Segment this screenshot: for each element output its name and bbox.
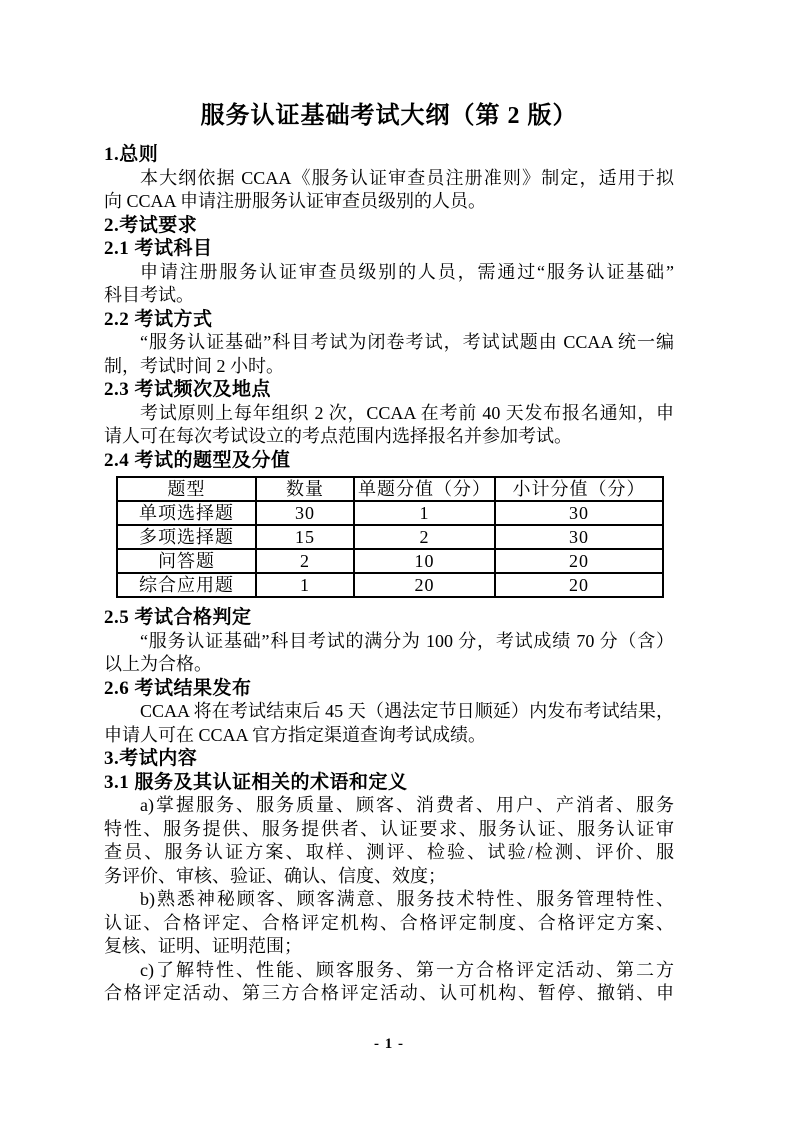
para-3-1-a-line-4: 务评价、审核、验证、确认、信度、效度； bbox=[104, 865, 446, 886]
heading-3: 3.考试内容 bbox=[104, 748, 198, 769]
para-2-3-line-2: 请人可在每次考试设立的考点范围内选择报名并参加考试。 bbox=[104, 426, 572, 446]
para-2-5-line-2: 以上为合格。 bbox=[104, 654, 212, 674]
heading-2-3: 2.3 考试频次及地点 bbox=[104, 379, 272, 400]
cell-type: 多项选择题 bbox=[117, 525, 256, 549]
para-3-1-b-line-2: 认证、合格评定、合格评定机构、合格评定制度、合格评定方案、 bbox=[104, 912, 674, 933]
para-2-3-line-1: 考试原则上每年组织 2 次，CCAA 在考前 40 天发布报名通知，申 bbox=[140, 402, 674, 423]
table-row bbox=[117, 501, 663, 525]
para-2-2-line-2: 制，考试时间 2 小时。 bbox=[104, 355, 284, 376]
para-2-1-line-1: 申请注册服务认证审查员级别的人员，需通过“服务认证基础” bbox=[140, 261, 674, 282]
heading-2-6: 2.6 考试结果发布 bbox=[104, 677, 252, 699]
para-3-1-b-line-1: b)熟悉神秘顾客、顾客满意、服务技术特性、服务管理特性、 bbox=[140, 889, 674, 909]
score-table bbox=[116, 476, 664, 598]
cell-quantity: 1 bbox=[256, 573, 354, 597]
score-table-header-row bbox=[117, 477, 663, 501]
para-2-6-line-1: CCAA 将在考试结束后 45 天（遇法定节日顺延）内发布考试结果， bbox=[140, 701, 674, 721]
heading-2-1: 2.1 考试科目 bbox=[104, 238, 213, 259]
col-header-quantity: 数量 bbox=[256, 477, 354, 501]
cell-points-each: 2 bbox=[354, 525, 495, 549]
cell-subtotal: 30 bbox=[495, 525, 663, 549]
para-2-2-line-1: “服务认证基础”科目考试为闭卷考试，考试试题由 CCAA 统一编 bbox=[140, 332, 674, 352]
col-header-subtotal: 小计分值（分） bbox=[495, 477, 663, 501]
heading-3-1: 3.1 服务及其认证相关的术语和定义 bbox=[104, 771, 408, 793]
cell-quantity: 2 bbox=[256, 549, 354, 573]
cell-subtotal: 20 bbox=[495, 549, 663, 573]
para-3-1-c-line-1: c)了解特性、性能、顾客服务、第一方合格评定活动、第二方 bbox=[140, 959, 674, 980]
para-3-1-a-line-2: 特性、服务提供、服务提供者、认证要求、服务认证、服务认证审 bbox=[104, 818, 674, 839]
para-1-line-1: 本大纲依据 CCAA《服务认证审查员注册准则》制定，适用于拟 bbox=[140, 167, 674, 188]
document-title: 服务认证基础考试大纲（第 2 版） bbox=[200, 103, 578, 129]
heading-2-2: 2.2 考试方式 bbox=[104, 308, 213, 330]
cell-subtotal: 30 bbox=[495, 501, 663, 525]
col-header-points-each: 单题分值（分） bbox=[354, 477, 495, 501]
table-row bbox=[117, 525, 663, 549]
document-content bbox=[104, 100, 674, 1006]
cell-type: 问答题 bbox=[117, 549, 256, 573]
heading-2-4: 2.4 考试的题型及分值 bbox=[104, 449, 291, 471]
cell-quantity: 15 bbox=[256, 525, 354, 549]
cell-type: 单项选择题 bbox=[117, 501, 256, 525]
heading-1: 1.总则 bbox=[104, 144, 159, 165]
col-header-question-type: 题型 bbox=[117, 477, 256, 501]
para-2-6-line-2: 申请人可在 CCAA 官方指定渠道查询考试成绩。 bbox=[104, 724, 487, 745]
cell-points-each: 1 bbox=[354, 501, 495, 525]
cell-points-each: 20 bbox=[354, 573, 495, 597]
para-3-1-a-line-3: 查员、服务认证方案、取样、测评、检验、试验/检测、评价、服 bbox=[104, 842, 674, 862]
para-3-1-b-line-3: 复核、证明、证明范围； bbox=[104, 936, 302, 956]
cell-type: 综合应用题 bbox=[117, 573, 256, 597]
table-row bbox=[117, 573, 663, 597]
para-1-line-2: 向 CCAA 申请注册服务认证审查员级别的人员。 bbox=[104, 191, 487, 211]
para-2-1-line-2: 科目考试。 bbox=[104, 285, 194, 305]
heading-2-5: 2.5 考试合格判定 bbox=[104, 607, 252, 628]
cell-points-each: 10 bbox=[354, 549, 495, 573]
page-number: - 1 - bbox=[374, 1036, 404, 1052]
cell-subtotal: 20 bbox=[495, 573, 663, 597]
table-row bbox=[117, 549, 663, 573]
heading-2: 2.考试要求 bbox=[104, 214, 198, 236]
para-3-1-a-line-1: a)掌握服务、服务质量、顾客、消费者、用户、产消者、服务 bbox=[140, 795, 674, 815]
cell-quantity: 30 bbox=[256, 501, 354, 525]
para-2-5-line-1: “服务认证基础”科目考试的满分为 100 分，考试成绩 70 分（含） bbox=[140, 630, 674, 651]
para-3-1-c-line-2: 合格评定活动、第三方合格评定活动、认可机构、暂停、撤销、申 bbox=[104, 983, 674, 1003]
